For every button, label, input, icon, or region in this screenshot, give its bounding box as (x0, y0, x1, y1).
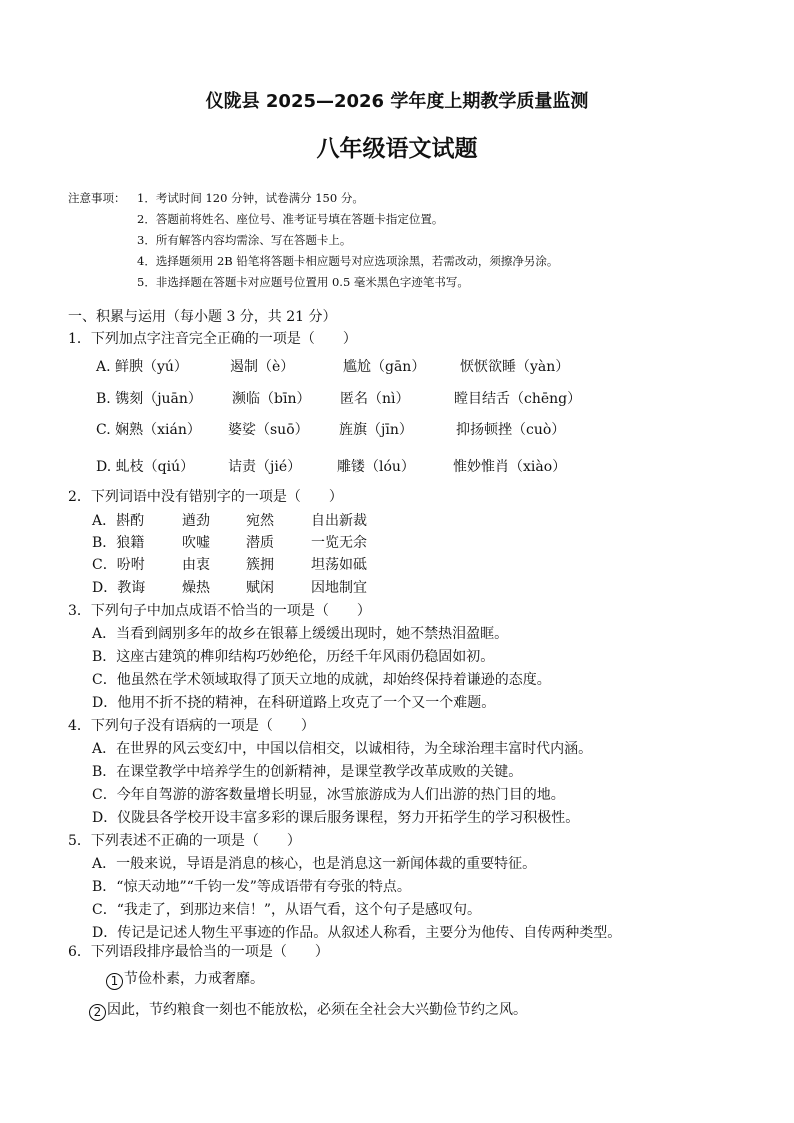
section-heading: 一、积累与运用（每小题 3 分，共 21 分） (68, 309, 337, 325)
note-item: 1．考试时间 120 分钟，试卷满分 150 分。 (137, 191, 364, 205)
option-d: D．仪陇县各学校开设丰富多彩的课后服务课程，努力开拓学生的学习积极性。 (92, 810, 580, 826)
option-d: D．他用不折不挠的精神，在科研道路上攻克了一个又一个难题。 (92, 695, 496, 711)
option-word: 婆娑（suō） (228, 422, 309, 438)
question-stem: 3．下列句子中加点成语不恰当的一项是（ ） (68, 603, 371, 619)
option-word: 潜质 (246, 535, 274, 551)
option-d: D．传记是记述人物生平事迹的作品。从叙述人称看，主要分为他传、自传两种类型。 (92, 925, 622, 941)
option-word: 因地制宜 (311, 580, 367, 596)
option-word: 瞠目结舌（chēng） (454, 391, 582, 407)
option-word: 濒临（bīn） (232, 391, 311, 407)
option-word: 遏制（è） (230, 359, 295, 375)
circled-number: 2 (89, 1004, 106, 1021)
sequence-text: 因此，节约粮食一刻也不能放松，必须在全社会大兴勤俭节约之风。 (107, 1002, 527, 1018)
option-word: A．斟酌 (92, 513, 145, 529)
note-item: 4．选择题须用 2B 铅笔将答题卡相应题号对应选项涂黑，若需改动，须擦净另涂。 (137, 254, 559, 268)
note-item: 2．答题前将姓名、座位号、准考证号填在答题卡指定位置。 (137, 212, 444, 226)
option-word: 宛然 (246, 513, 274, 529)
option-a: A．当看到阔别多年的故乡在银幕上缓缓出现时，她不禁热泪盈眶。 (92, 626, 509, 642)
option-word: 尴尬（gān） (343, 359, 426, 375)
option-word: 恹恹欲睡（yàn） (460, 359, 570, 375)
sequence-text: 节俭朴素，力戒奢靡。 (124, 971, 264, 987)
circled-number: 1 (106, 973, 123, 990)
option-word: 抑扬顿挫（cuò） (456, 422, 566, 438)
option-word: C. 娴熟（xián） (96, 422, 201, 438)
option-word: C．吩咐 (92, 557, 145, 573)
option-word: 簇拥 (246, 557, 274, 573)
option-b: B．“惊天动地”“千钧一发”等成语带有夸张的特点。 (92, 879, 411, 895)
option-word: D. 虬枝（qiú） (96, 459, 195, 475)
question-stem: 5．下列表述不正确的一项是（ ） (68, 833, 301, 849)
option-b: B．这座古建筑的榫卯结构巧妙绝伦，历经千年风雨仍稳固如初。 (92, 649, 495, 665)
option-c: C．“我走了，到那边来信！”，从语气看，这个句子是感叹句。 (92, 902, 482, 918)
notes-label: 注意事项： (68, 191, 126, 205)
option-c: C．他虽然在学术领域取得了顶天立地的成就，却始终保持着谦逊的态度。 (92, 672, 551, 688)
note-item: 5．非选择题在答题卡对应题号位置用 0.5 毫米黑色字迹笔书写。 (137, 275, 469, 289)
option-a: A．在世界的风云变幻中，中国以信相交，以诚相待，为全球治理丰富时代内涵。 (92, 741, 593, 757)
option-word: D．教诲 (92, 580, 146, 596)
option-word: 由衷 (182, 557, 210, 573)
question-stem: 4．下列句子没有语病的一项是（ ） (68, 718, 315, 734)
exam-title: 仪陇县 2025—2026 学年度上期教学质量监测 (205, 91, 589, 112)
exam-subtitle: 八年级语文试题 (316, 136, 478, 162)
option-word: B. 镌刻（juān） (96, 391, 202, 407)
option-word: 吹嘘 (182, 535, 210, 551)
option-word: B．狼籍 (92, 535, 145, 551)
option-word: 诘责（jié） (228, 459, 302, 475)
option-word: 匿名（nì） (340, 391, 410, 407)
option-word: A. 鲜腴（yú） (96, 359, 188, 375)
option-b: B．在课堂教学中培养学生的创新精神，是课堂教学改革成败的关键。 (92, 764, 523, 780)
question-stem: 1．下列加点字注音完全正确的一项是（ ） (68, 331, 357, 347)
option-word: 一览无余 (311, 535, 367, 551)
sequence-item (89, 1003, 527, 1021)
option-word: 赋闲 (246, 580, 274, 596)
note-item: 3．所有解答内容均需涂、写在答题卡上。 (137, 233, 352, 247)
option-a: A．一般来说，导语是消息的核心，也是消息这一新闻体裁的重要特征。 (92, 856, 537, 872)
option-word: 遒劲 (182, 513, 210, 529)
question-stem: 2．下列词语中没有错别字的一项是（ ） (68, 489, 343, 505)
question-stem: 6．下列语段排序最恰当的一项是（ ） (68, 944, 329, 960)
option-word: 雕镂（lóu） (337, 459, 415, 475)
option-word: 自出新裁 (311, 513, 367, 529)
option-word: 惟妙惟肖（xiào） (453, 459, 567, 475)
option-word: 旌旗（jīn） (339, 422, 413, 438)
sequence-item (106, 972, 264, 990)
option-word: 燥热 (182, 580, 210, 596)
option-c: C．今年自驾游的游客数量增长明显，冰雪旅游成为人们出游的热门目的地。 (92, 787, 565, 803)
option-word: 坦荡如砥 (311, 557, 367, 573)
